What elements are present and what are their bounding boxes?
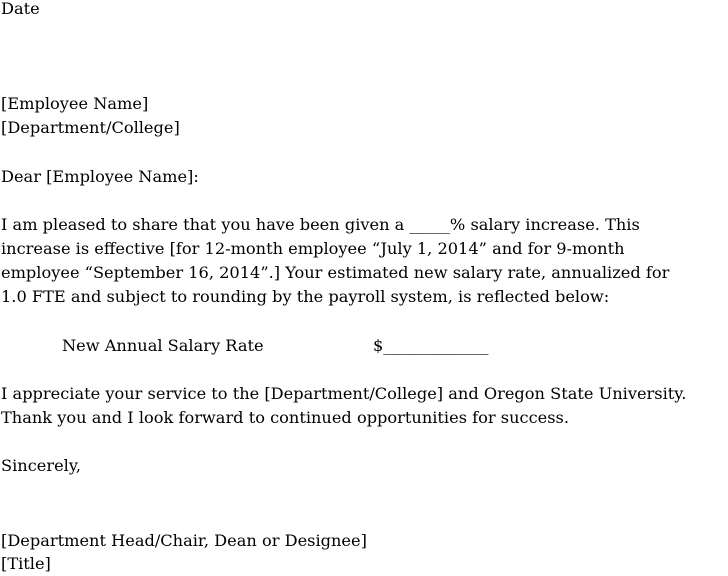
salutation: Dear [Employee Name]:: [1, 167, 199, 186]
paragraph1-line: I am pleased to share that you have been given a _____% salary increase. This: [1, 215, 640, 234]
paragraph2-line: I appreciate your service to the [Department/College] and Oregon State University.: [1, 384, 687, 403]
salary-value: $_____________: [373, 336, 489, 355]
recipient-name: [Employee Name]: [1, 94, 149, 113]
recipient-department: [Department/College]: [1, 118, 180, 137]
date-line: Date: [1, 0, 40, 18]
paragraph2-line: Thank you and I look forward to continued opportunities for success.: [1, 408, 569, 427]
signature-title: [Title]: [1, 554, 51, 573]
salary-label: New Annual Salary Rate: [62, 336, 264, 355]
closing: Sincerely,: [1, 456, 81, 475]
letter-document: [1, 0, 728, 576]
paragraph1-line: increase is effective [for 12-month employee “July 1, 2014” and for 9-month: [1, 239, 625, 258]
signature-name: [Department Head/Chair, Dean or Designee]: [1, 531, 367, 550]
paragraph1-line: employee “September 16, 2014”.] Your estimated new salary rate, annualized for: [1, 263, 670, 282]
paragraph1-line: 1.0 FTE and subject to rounding by the payroll system, is reflected below:: [1, 287, 610, 306]
